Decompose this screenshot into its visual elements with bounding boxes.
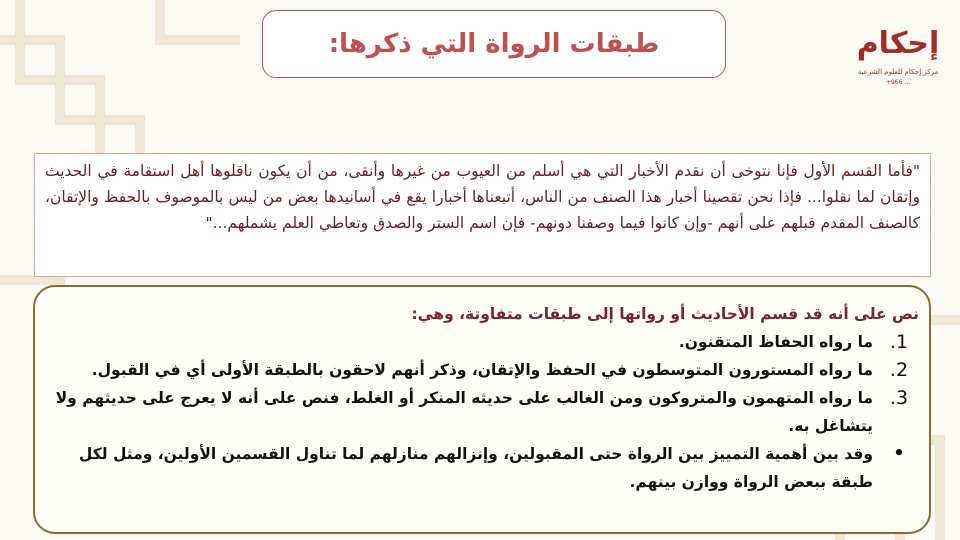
list-item-text: وقد بين أهمية التمييز بين الرواة حتى المقبولين، وإنزالهم منازلهم لما تناول القسمين الأولين، ومثل لكل طبقة ببعض الرواة ووازن بينهم. bbox=[78, 445, 873, 491]
intro-text: نص على أنه قد قسم الأحاديث أو رواتها إلى طبقات متفاوتة، وهي: bbox=[411, 305, 919, 323]
logo-subtitle: مركز إحكام للعلوم الشرعية bbox=[857, 68, 939, 76]
list-item-text: ما رواه المستورون المتوسطون في الحفظ والإتقان، وذكر أنهم لاحقون بالطبقة الأولى أي في القبول. bbox=[91, 361, 873, 379]
list-item bbox=[45, 328, 919, 356]
list-item-text: ما رواه المتهمون والمتروكون ومن الغالب على حديثه المنكر أو الغلط، فنص على أنه لا يعرج على حديثهم ولا يتشاغل به. bbox=[55, 389, 873, 435]
list-marker: 2. bbox=[889, 359, 909, 381]
main-content-box bbox=[33, 285, 931, 534]
list-item-text: ما رواه الحفاظ المتقنون. bbox=[678, 333, 873, 351]
bullet-icon: • bbox=[893, 443, 905, 464]
list-marker: 3. bbox=[889, 387, 909, 409]
quote-box bbox=[34, 153, 931, 277]
logo-phone: +966 ... bbox=[885, 79, 911, 86]
list-item bbox=[45, 384, 919, 440]
list-marker: 1. bbox=[889, 331, 909, 353]
tiers-list bbox=[45, 328, 919, 496]
list-item bbox=[45, 440, 919, 496]
logo-wordmark: إحكام bbox=[856, 26, 940, 61]
title-box bbox=[262, 10, 726, 78]
page-title: طبقات الرواة التي ذكرها: bbox=[328, 29, 660, 59]
quote-text: "فأما القسم الأول فإنا نتوخى أن نقدم الأخبار التي هي أسلم من العيوب من غيرها وأنقى، من أن يكون ناقلوها أهل استقامة في الحديث وإتقان لما نقلوا... فإذا نحن تقصينا أخبار هذا الصنف من الناس، أتبعناها أخبارا يقع في أسانيدها بعض من ليس بالموصوف بالحفظ والإتقان، كالصنف المقدم قبلهم على أنهم -وإن كانوا فيما وصفنا دونهم- فإن اسم الستر والصدق وتعاطي العلم يشملهم..." bbox=[45, 162, 920, 232]
logo bbox=[848, 24, 948, 96]
list-item bbox=[45, 356, 919, 384]
